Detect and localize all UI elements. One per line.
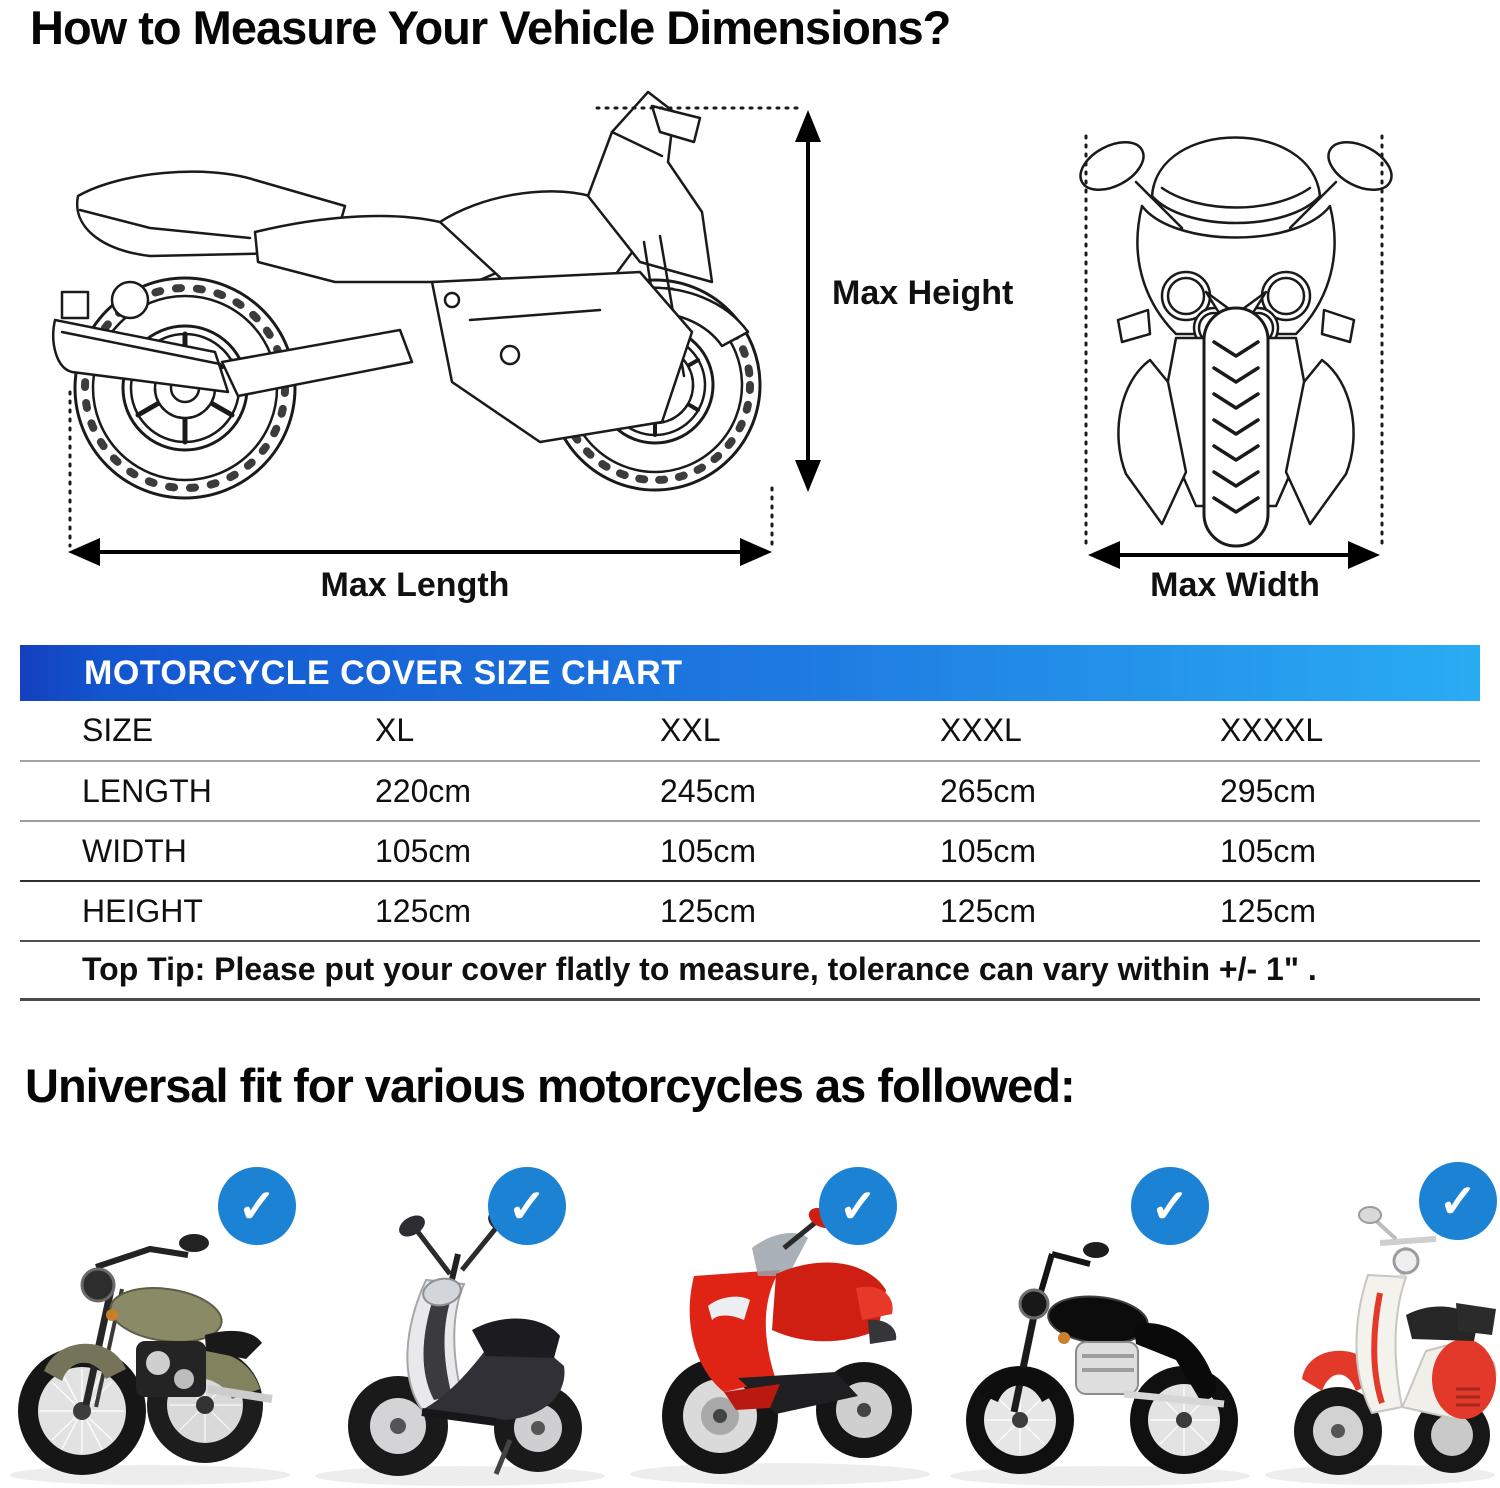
- table-row-size: [20, 701, 1480, 761]
- size-chart-title: MOTORCYCLE COVER SIZE CHART: [20, 645, 1480, 701]
- check-icon: ✓: [488, 1167, 566, 1245]
- motorcycle-side-view-drawing: [53, 92, 760, 498]
- column-header: XXXXL: [1158, 701, 1480, 761]
- page-title: How to Measure Your Vehicle Dimensions?: [30, 1, 951, 54]
- motorcycle-gallery: [0, 1150, 1500, 1488]
- check-icon: ✓: [1419, 1162, 1497, 1240]
- column-header: XXL: [598, 701, 878, 761]
- max-height-label: Max Height: [832, 274, 1014, 312]
- motorcycle-front-view-drawing: [1073, 132, 1400, 546]
- motorcycle-photo-cruiser-black: [940, 1150, 1260, 1488]
- length-dimension-arrow: [68, 538, 772, 566]
- cell-value: 295cm: [1158, 761, 1480, 821]
- cell-value: 105cm: [313, 821, 598, 881]
- cell-value: 105cm: [598, 821, 878, 881]
- cell-value: 125cm: [1158, 881, 1480, 941]
- cell-value: 265cm: [878, 761, 1158, 821]
- size-chart-table: [20, 701, 1480, 1001]
- cell-value: 125cm: [313, 881, 598, 941]
- check-icon: ✓: [218, 1167, 296, 1245]
- cell-value: 125cm: [878, 881, 1158, 941]
- size-chart: [20, 645, 1480, 1001]
- max-width-label: Max Width: [1150, 566, 1320, 604]
- column-header: XXXL: [878, 701, 1158, 761]
- row-label: WIDTH: [20, 821, 313, 881]
- motorcycle-photo-scooter-gray: [300, 1150, 620, 1488]
- measure-tip-text: Top Tip: Please put your cover flatly to measure, tolerance can vary within +/- 1" .: [20, 941, 1480, 999]
- column-header: XL: [313, 701, 598, 761]
- row-label: HEIGHT: [20, 881, 313, 941]
- check-icon: ✓: [1131, 1167, 1209, 1245]
- table-row-tip: [20, 941, 1480, 999]
- cell-value: 105cm: [1158, 821, 1480, 881]
- cell-value: 220cm: [313, 761, 598, 821]
- column-header: SIZE: [20, 701, 313, 761]
- universal-fit-heading: Universal fit for various motorcycles as followed:: [25, 1059, 1075, 1112]
- measurement-diagram: [0, 0, 1500, 640]
- cell-value: 245cm: [598, 761, 878, 821]
- cell-value: 105cm: [878, 821, 1158, 881]
- check-icon: ✓: [819, 1167, 897, 1245]
- max-length-label: Max Length: [320, 566, 510, 604]
- table-row-width: [20, 821, 1480, 881]
- table-row-height: [20, 881, 1480, 941]
- row-label: LENGTH: [20, 761, 313, 821]
- cell-value: 125cm: [598, 881, 878, 941]
- table-row-length: [20, 761, 1480, 821]
